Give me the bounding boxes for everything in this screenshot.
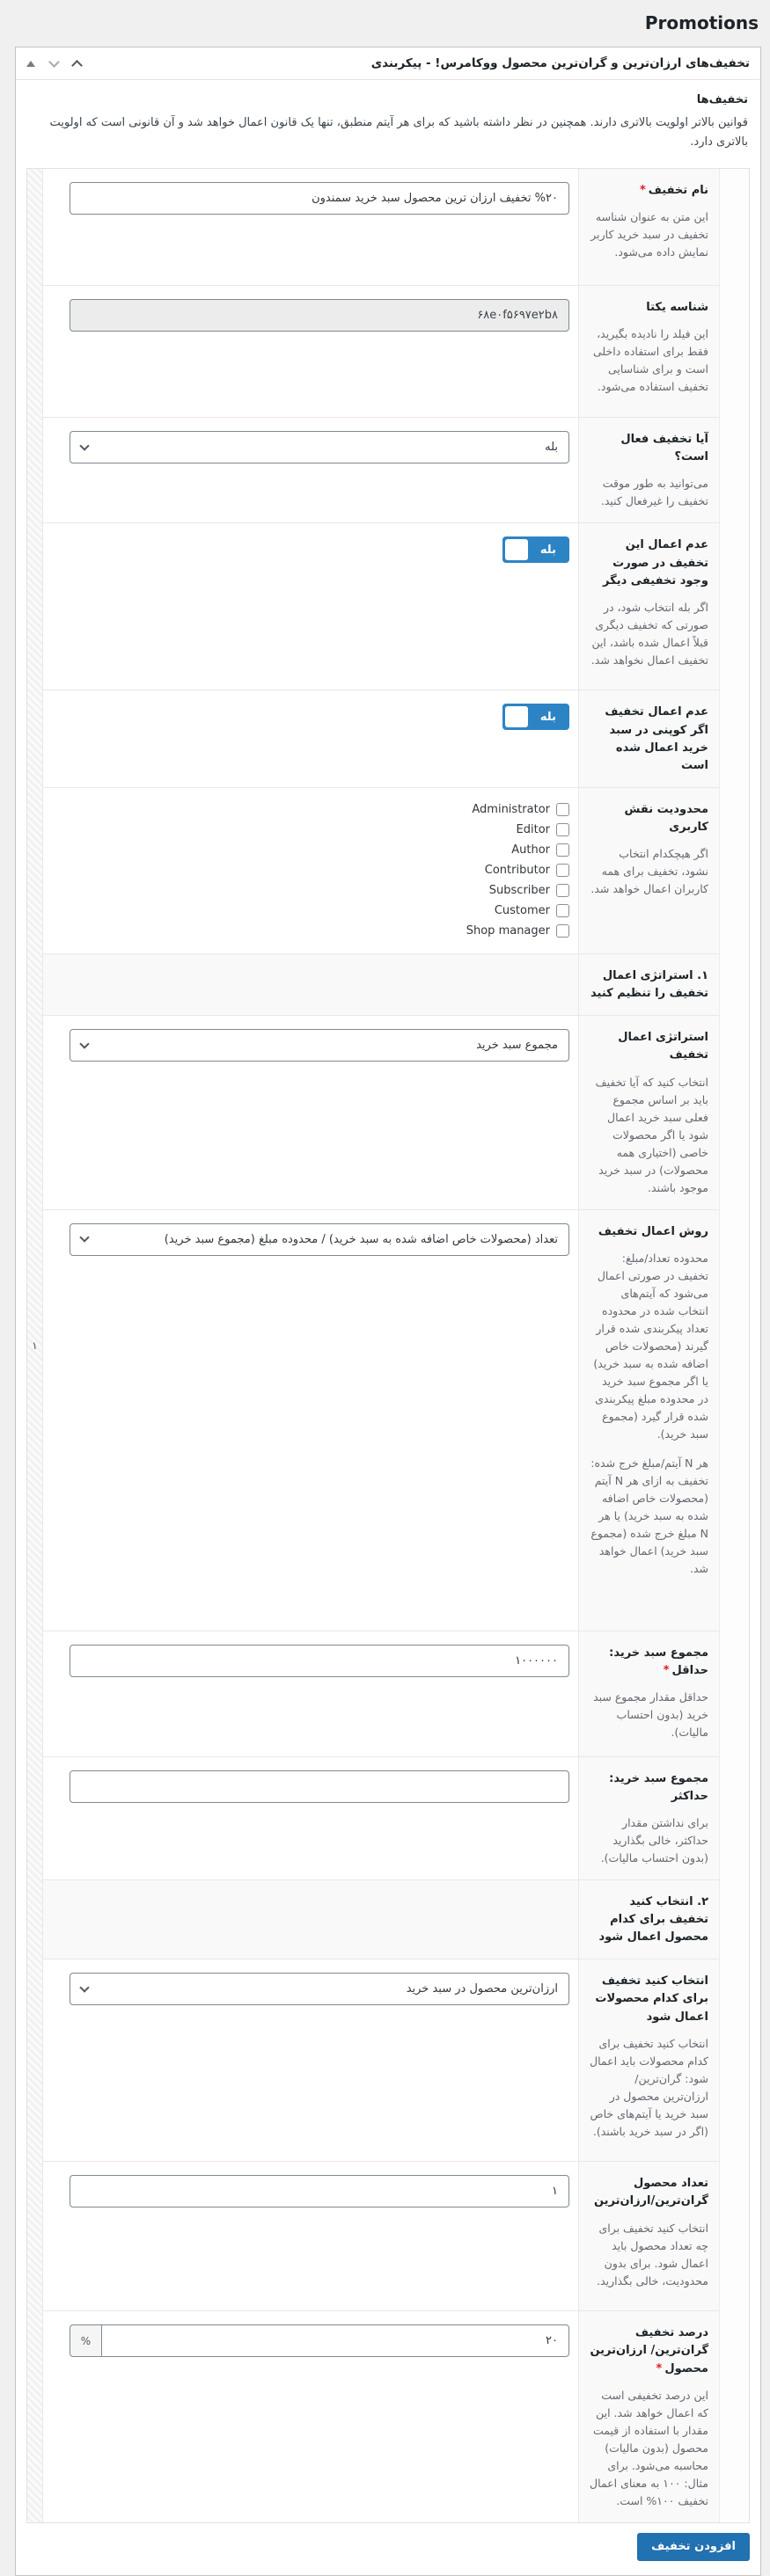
field-label-text: روش اعمال تخفیف [598,1224,708,1238]
checkbox-list-item [466,924,569,938]
field-row-apply-method [43,1209,719,1631]
field-row-strategy [43,1015,719,1208]
discount-name-label-cell [578,169,719,285]
field-label [590,1645,708,1680]
field-label-text: مجموع سبد خرید: حداقل [609,1646,708,1677]
select-value: بله [545,441,558,455]
cart-total-max-label-cell [578,1757,719,1879]
discounts-heading: تخفیف‌ها [696,93,748,106]
field-label [590,299,708,317]
checkbox-option-label: Customer [494,904,550,918]
field-description: هر N آیتم/مبلغ خرج شده: تخفیف به ازای هر N آیتم (محصولات خاص اضافه شده به سبد خرید) یا هر N مبلغ خرج شده (مجموع سبد خرید) اعمال خواهد شد. [590,1456,708,1575]
field-label-text: استراتژی اعمال تخفیف [618,1031,708,1062]
field-label-text: درصد تخفیف گران‌ترین/ ارزان‌ترین محصول [590,2326,708,2375]
checkbox-list-item [485,864,569,877]
checkbox-option-label: Author [511,843,550,857]
strategy-field-cell [43,1016,578,1208]
field-label [590,967,708,1003]
field-row-is-active [43,417,719,522]
apply-to-products-field-cell [43,1959,578,2161]
checkbox-option[interactable] [511,843,569,857]
skip-if-other-discount-toggle[interactable] [502,536,569,563]
role-checkbox-administrator[interactable] [556,803,569,816]
field-label-text: ۲. انتخاب کنید تخفیف برای کدام محصول اعمال شود [598,1894,708,1945]
admin-content [15,0,761,2576]
field-label-text: شناسه یکتا [646,301,708,315]
field-row-discount-name [43,169,719,285]
apply-method-field-cell [43,1210,578,1631]
discount-name-field-cell [43,169,578,285]
field-row-unique-id [43,285,719,417]
cart-total-min-label-cell [578,1631,719,1756]
section-product-label-cell [578,1880,719,1959]
discount-percent-field-cell [43,2311,578,2521]
cart-total-min-input[interactable] [70,1645,569,1677]
select-value: ارزان‌ترین محصول در سبد خرید [406,1982,558,1996]
checkbox-option[interactable] [495,904,569,917]
field-label [590,1770,708,1806]
field-label-text: مجموع سبد خرید: حداکثر [609,1771,708,1803]
field-label-text: عدم اعمال این تخفیف در صورت وجود تخفیفی دیگر [603,538,708,587]
row-number: ۱ [32,1339,38,1352]
field-description: این فیلد را نادیده بگیرید، فقط برای استفاده داخلی است و برای شناسایی تخفیف استفاده می‌شود. [592,327,708,394]
is-active-field-cell [43,418,578,522]
product-count-field-cell [43,2162,578,2310]
promotions-config-metabox [15,47,761,2576]
field-label [590,1973,708,2025]
toggle-knob [505,706,528,727]
skip-if-other-discount-label-cell [578,523,719,690]
section-product-field-cell [43,1880,578,1959]
apply-to-products-label-cell [578,1959,719,2161]
metabox-title: تخفیف‌های ارزان‌ترین و گران‌ترین محصول ووکامرس! - پیکربندی [370,56,750,70]
role-checkbox-shop-manager[interactable] [556,924,569,938]
field-label [590,2324,708,2377]
field-description: این درصد تخفیفی است که اعمال خواهد شد. این مقدار با استفاده از قیمت محصول (بدون مالیات) محاسبه می‌شود. برای مثال: ۱۰۰ به معنای اعمال تخفیف ۱۰۰% است. [590,2388,708,2507]
field-row-skip-if-coupon [43,690,719,787]
section-strategy-field-cell [43,954,578,1015]
discount-percent-input-group [70,2324,569,2357]
checkbox-option[interactable] [517,823,569,836]
field-label [590,182,708,200]
chevron-down-icon [79,1039,89,1048]
field-row-apply-to-products [43,1959,719,2161]
checkbox-option[interactable] [466,924,569,938]
is-active-label-cell [578,418,719,522]
field-description: حداقل مقدار مجموع سبد خرید (بدون احتساب مالیات). [593,1689,708,1739]
required-asterisk: * [656,2361,663,2375]
field-label [590,1894,708,1946]
order-higher-icon[interactable] [26,61,35,67]
field-label [590,704,708,775]
section-strategy-label-cell [578,954,719,1015]
field-description: برای نداشتن مقدار حداکثر، خالی بگذارید (بدون احتساب مالیات). [600,1815,708,1864]
apply-method-label-cell [578,1210,719,1631]
cart-total-min-field-cell [43,1631,578,1756]
skip-if-coupon-field-cell [43,690,578,787]
repeater-order-handle[interactable] [27,169,43,2522]
field-description: می‌توانید به طور موقت تخفیف را غیرفعال کنید. [600,477,708,508]
user-role-limit-field-cell [43,788,578,953]
select-value: مجموع سبد خرید [476,1039,558,1053]
skip-if-coupon-label-cell [578,690,719,787]
checkbox-option-label: Administrator [472,803,550,817]
field-description: محدوده تعداد/مبلغ: تخفیف در صورتی اعمال می‌شود که آیتم‌های انتخاب شده در محدوده تعداد پیکربندی شده قرار گیرند (محصولات خاص اضافه شده به سبد خرید) یا اگر مجموع سبد خرید در محدوده مبلغ پیکربندی شده قرار گیرد (مجموع سبد خرید). [593,1251,708,1441]
field-label [590,431,708,466]
priority-note: قوانین بالاتر اولویت بالاتری دارند. همچنین در نظر داشته باشید که برای هر آیتم منطبق، تنها یک قانون اعمال خواهد شد و آن قانونی است که اولویت بالاتری دارد. [49,116,748,150]
product-count-label-cell [578,2162,719,2310]
toggle-label: بله [539,543,556,557]
chevron-down-icon [79,1232,89,1242]
field-description: این متن به عنوان شناسه تخفیف در سبد خرید کاربر نمایش داده می‌شود. [590,210,708,259]
cart-total-max-field-cell [43,1757,578,1879]
toggle-label: بله [539,710,556,724]
discount-percent-input[interactable] [101,2324,569,2357]
discount-row-fields [43,169,719,2522]
metabox-body [16,93,760,2575]
field-label [590,1029,708,1064]
apply-method-select[interactable] [70,1223,569,1256]
checkbox-list-item [517,823,569,836]
chevron-down-icon[interactable] [48,56,60,68]
field-row-cart-total-min [43,1631,719,1756]
field-description: اگر هیچکدام انتخاب نشود، تخفیف برای همه کاربران اعمال خواهد شد. [590,847,708,896]
role-checkbox-subscriber[interactable] [556,884,569,897]
checkbox-option[interactable] [472,803,569,816]
field-description: انتخاب کنید تخفیف برای کدام محصولات باید اعمال شود: گران‌ترین/ارزان‌ترین محصول در سبد خرید یا آیتم‌های خاص (اگر در سبد خرید باشند). [590,2036,708,2138]
checkbox-list-item [489,884,569,897]
discount-percent-label-cell [578,2311,719,2521]
unique-id-label-cell [578,286,719,417]
field-label-text: انتخاب کنید تخفیف برای کدام محصولات اعمال شود [595,1974,708,2024]
field-label [590,2175,708,2210]
required-asterisk: * [639,184,646,198]
field-row-product-count [43,2161,719,2310]
metabox-header [16,47,760,80]
field-row-discount-percent [43,2310,719,2521]
user-role-limit-label-cell [578,788,719,953]
unique-id-input[interactable] [70,299,569,332]
checkbox-option-label: Shop manager [466,924,550,938]
role-checkbox-author[interactable] [556,843,569,857]
role-checkbox-customer[interactable] [556,904,569,917]
field-label-text: آیا تخفیف فعال است؟ [620,433,708,464]
field-label [590,801,708,836]
chevron-down-icon [79,441,89,450]
percent-prefix: % [70,2324,101,2357]
field-row-cart-total-max [43,1756,719,1879]
is-active-select[interactable] [70,431,569,463]
checkbox-option-label: Contributor [484,864,550,878]
field-label-text: عدم اعمال تخفیف اگر کوپنی در سبد خرید اعمال شده است [605,705,708,772]
field-row-user-role-limit [43,787,719,953]
select-value: تعداد (محصولات خاص اضافه شده به سبد خرید) / محدوده مبلغ (مجموع سبد خرید) [164,1232,558,1246]
page-title: Promotions [644,12,759,33]
strategy-label-cell [578,1016,719,1208]
required-asterisk: * [663,1663,670,1677]
repeater-remove-column [719,169,749,2522]
product-count-input[interactable] [70,2175,569,2207]
checkbox-option[interactable] [489,884,569,897]
role-checkbox-editor[interactable] [556,823,569,836]
field-label-text: نام تخفیف [648,184,708,198]
checkbox-option[interactable] [485,864,569,877]
field-row-section-product [43,1879,719,1959]
chevron-up-icon[interactable] [71,60,83,71]
checkbox-list-item [511,843,569,857]
unique-id-field-cell [43,286,578,417]
metabox-handle-actions [26,58,81,69]
apply-to-products-select[interactable] [70,1973,569,2005]
checkbox-option-label: Subscriber [488,884,550,898]
user-role-checkbox-list [70,803,569,938]
discount-name-input[interactable] [70,182,569,215]
toggle-knob [505,539,528,560]
field-description: انتخاب کنید که آیا تخفیف باید بر اساس مجموع فعلی سبد خرید اعمال شود یا اگر محصولات خاصی (اختیاری همه محصولات) در سبد خرید موجود باشند. [595,1075,708,1194]
field-description: اگر بله انتخاب شود، در صورتی که تخفیف دیگری قبلاً اعمال شده باشد، این تخفیف اعمال نخواهد شد. [590,600,708,667]
field-label [590,1223,708,1241]
skip-if-coupon-toggle[interactable] [502,704,569,730]
field-label-text: محدودیت نقش کاربری [624,803,708,835]
checkbox-list-item [495,904,569,917]
chevron-down-icon [79,1982,89,1992]
cart-total-max-input[interactable] [70,1770,569,1803]
field-label-text: ۱. استراتژی اعمال تخفیف را تنظیم کنید [590,969,708,1001]
discount-repeater [26,168,750,2523]
field-row-section-strategy [43,953,719,1015]
field-description: انتخاب کنید تخفیف برای چه تعداد محصول باید اعمال شود. برای بدون محدودیت، خالی بگذارید. [597,2221,708,2288]
checkbox-option-label: Editor [516,823,550,837]
role-checkbox-contributor[interactable] [556,864,569,877]
add-discount-button[interactable]: افزودن تخفیف [637,2533,750,2561]
repeater-footer [26,2523,750,2561]
strategy-select[interactable] [70,1029,569,1062]
skip-if-other-discount-field-cell [43,523,578,690]
field-row-skip-if-other-discount [43,522,719,690]
checkbox-list-item [472,803,569,816]
field-label-text: تعداد محصول گران‌ترین/ارزان‌ترین [593,2177,708,2208]
field-label [590,536,708,589]
